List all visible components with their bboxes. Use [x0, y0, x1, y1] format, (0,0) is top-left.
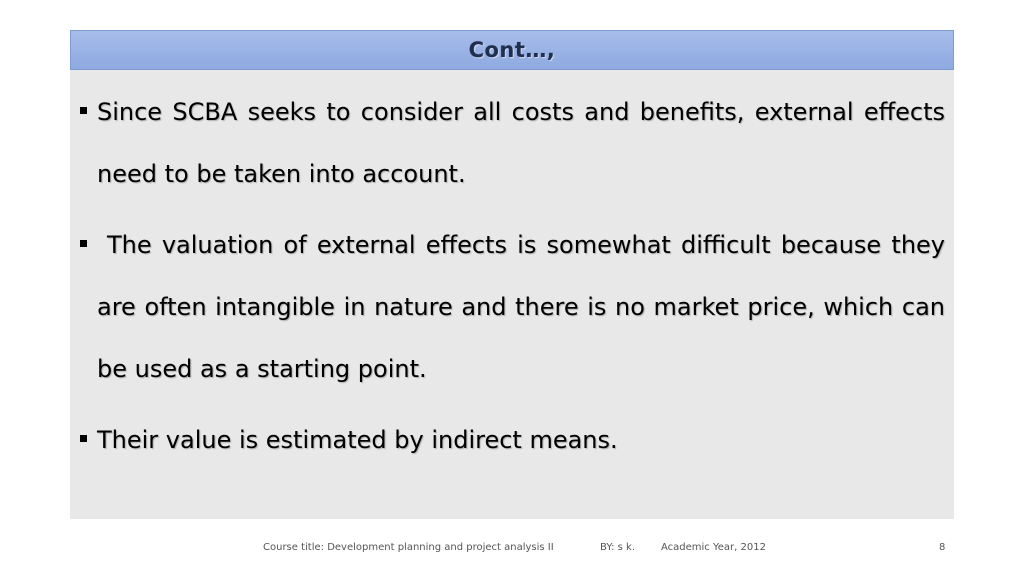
footer-author: BY: s k.: [600, 542, 635, 553]
bullet-text: The valuation of external effects is somewhat difficult because they are often intangible in nature and there is no market price, which can be used as a starting point.: [97, 231, 945, 383]
slide-content-box: [70, 70, 954, 519]
square-bullet-icon: [80, 435, 87, 442]
slide-header-bar: [70, 30, 954, 70]
slide-page-number: 8: [939, 542, 946, 553]
square-bullet-icon: [80, 107, 87, 114]
square-bullet-icon: [80, 240, 87, 247]
bullet-text: Since SCBA seeks to consider all costs and benefits, external effects need to be taken into account.: [97, 98, 945, 188]
bullet-text: Their value is estimated by indirect means.: [97, 426, 618, 454]
footer-academic-year: Academic Year, 2012: [661, 542, 766, 553]
footer-course-title: Course title: Development planning and project analysis II: [263, 542, 554, 553]
slide-title: Cont…,: [468, 38, 556, 62]
